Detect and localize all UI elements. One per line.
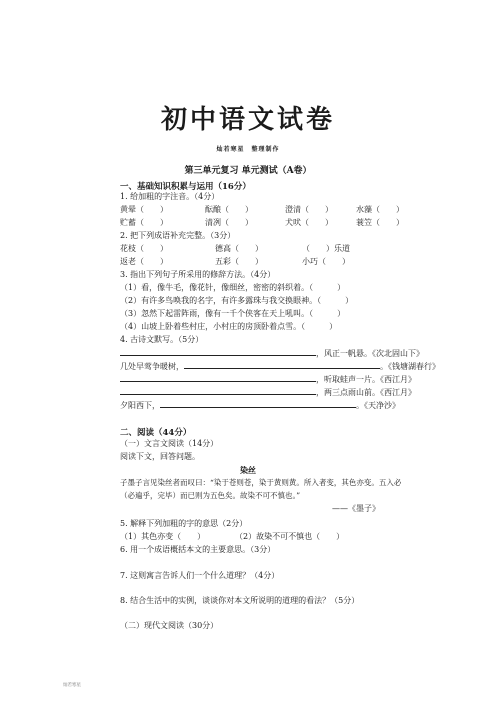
pinyin-item: 犬吠（ ）: [285, 218, 333, 227]
question-5-item: （1）其色亦变（ ）: [120, 532, 206, 541]
question-1-prompt: 1. 给加粗的字注音。（4分）: [120, 192, 220, 201]
rhetoric-item: （2）有许多鸟唤我的名字，有许多露珠与我交换眼神。（ ）: [120, 296, 354, 305]
answer-blank[interactable]: [184, 368, 380, 369]
author-credit: 灿若寒星 整理制作: [216, 146, 280, 153]
answer-blank[interactable]: [120, 355, 316, 356]
answer-blank[interactable]: [120, 394, 316, 395]
answer-blank[interactable]: [120, 381, 316, 382]
page-footer: 灿若寒星: [63, 683, 81, 688]
question-8: 8. 结合生活中的实例，谈谈你对本文所说明的道理的看法？（5分）: [120, 596, 360, 605]
passage-line: （必遍乎，完毕）而已则为五色矣。故染不可不慎也。”: [120, 491, 301, 500]
unit-title: 第三单元复习 单元测试（A卷）: [184, 166, 312, 176]
pinyin-item: 澄清（ ）: [285, 205, 333, 214]
classical-reading-heading: （一）文言文阅读（14分）: [120, 439, 219, 448]
modern-reading-heading: （二）现代文阅读（30分）: [120, 621, 219, 630]
pinyin-item: 贮蓄（ ）: [120, 218, 168, 227]
question-6: 6. 用一个成语概括本文的主要意思。（3分）: [120, 545, 276, 554]
idiom-item: （ ）乐道: [302, 244, 350, 253]
pinyin-item: 酝酿（ ）: [205, 205, 253, 214]
question-5-item: （2）故染不可不慎也（ ）: [235, 532, 345, 541]
question-4-prompt: 4. 古诗文默写。（5分）: [120, 335, 204, 344]
pinyin-item: 蓑笠（ ）: [356, 218, 404, 227]
section-heading-reading: 二、阅读（44分）: [120, 428, 192, 438]
idiom-item: 小巧（ ）: [302, 257, 350, 266]
rhetoric-item: （3）忽然下起雷阵雨，像有一千个侠客在天上吼叫。（ ）: [120, 309, 346, 318]
pinyin-item: 黄晕（ ）: [120, 205, 168, 214]
pinyin-item: 水藻（ ）: [356, 205, 404, 214]
rhetoric-item: （1）看，像牛毛，像花针，像细丝，密密的斜织着。（ ）: [120, 283, 346, 292]
section-heading-basics: 一、基础知识积累与运用（16分）: [120, 182, 251, 192]
idiom-item: 五彩（ ）: [215, 257, 263, 266]
recitation-line-5: 夕阳西下， 。《天净沙》: [120, 401, 400, 410]
answer-blank[interactable]: [160, 407, 356, 408]
recitation-line-3: ，听取蛙声一片。《西江月》: [120, 375, 416, 385]
idiom-item: 德高（ ）: [215, 244, 263, 253]
passage-line: 子墨子言见染丝者而叹曰：“染于苍则苍，染于黄则黄。所入者变，其色亦变。五入必: [120, 478, 402, 487]
pinyin-item: 清冽（ ）: [205, 218, 253, 227]
passage-source: ——《墨子》: [332, 504, 380, 513]
recitation-line-1: ，风正一帆悬。《次北固山下》: [120, 349, 424, 359]
question-3-prompt: 3. 指出下列句子所采用的修辞方法。（4分）: [120, 270, 276, 279]
question-2-prompt: 2. 把下列成语补充完整。（3分）: [120, 231, 236, 240]
passage-title: 染丝: [240, 465, 256, 475]
page-title: 初中语文试卷: [160, 105, 335, 135]
question-7: 7. 这则寓言告诉人们一个什么道理？（4分）: [120, 571, 280, 580]
rhetoric-item: （4）山坡上卧着些村庄，小村庄的房顶卧着点雪。（ ）: [120, 322, 338, 331]
reading-instruction: 阅读下文，回答问题。: [120, 452, 200, 461]
recitation-line-2: 几处早莺争暖树， 。《钱塘湖春行》: [120, 362, 440, 371]
recitation-line-4: ，两三点雨山前。《西江月》: [120, 388, 416, 398]
question-5-prompt: 5. 解释下列加粗的字的意思（2分）: [120, 519, 248, 528]
idiom-item: 返老（ ）: [120, 257, 168, 266]
idiom-item: 花枝（ ）: [120, 244, 168, 253]
